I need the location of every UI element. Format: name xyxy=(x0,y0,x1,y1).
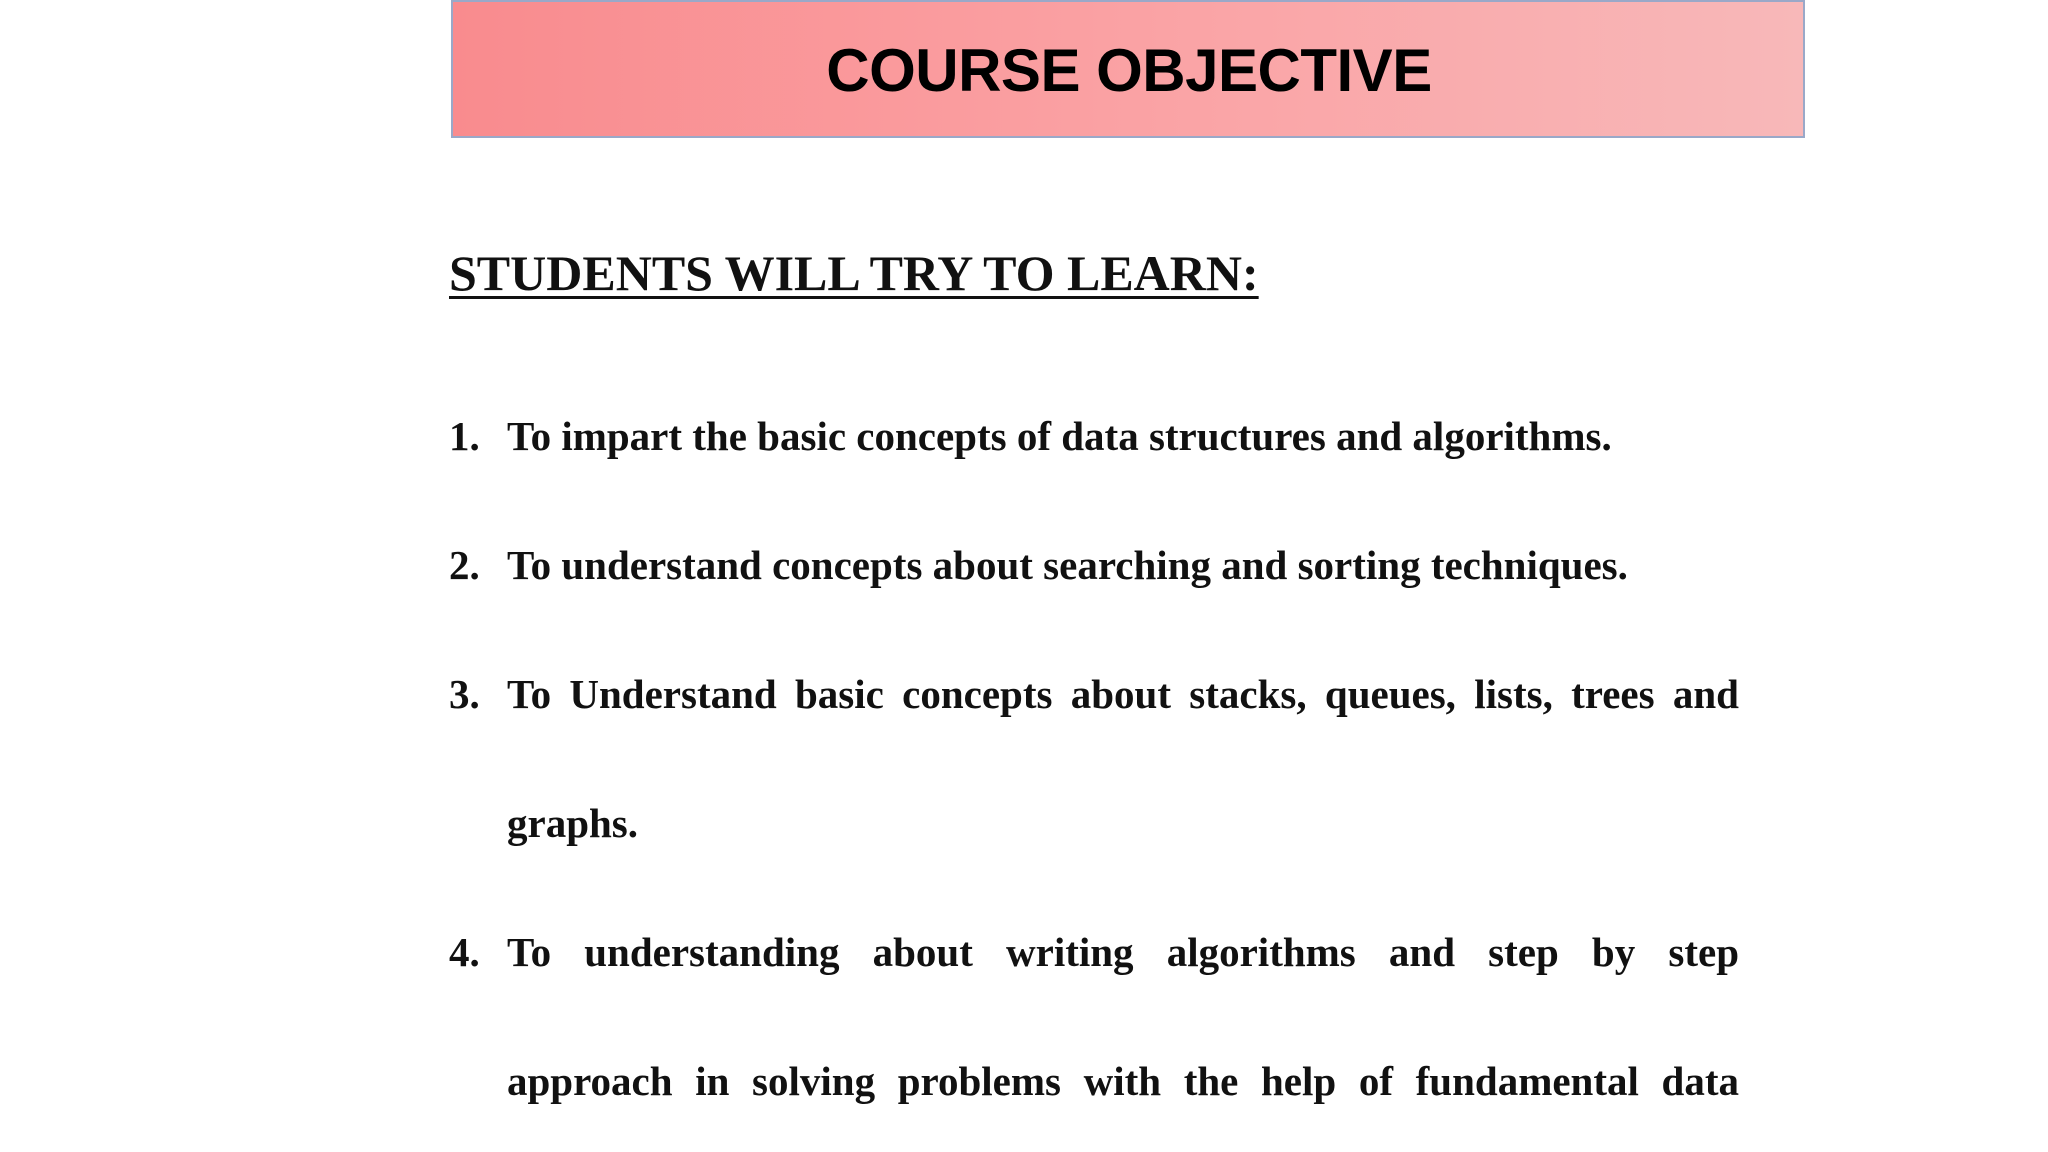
title-banner xyxy=(451,0,1805,138)
objective-number: 2. xyxy=(449,542,480,588)
objective-text-line: approach in solving problems with the help of fundamental data xyxy=(507,1058,1739,1104)
slide-title: COURSE OBJECTIVE xyxy=(826,36,1432,104)
objectives-list xyxy=(449,372,1739,1146)
section-subheading: STUDENTS WILL TRY TO LEARN: xyxy=(449,245,1259,301)
objective-item xyxy=(449,888,1739,1146)
objective-item xyxy=(449,501,1739,630)
objective-number: 3. xyxy=(449,671,480,717)
objective-text: To understand concepts about searching and sorting techniques. xyxy=(507,542,1628,588)
objective-text-line: To understanding about writing algorithms and step by step xyxy=(507,929,1739,975)
objective-number: 1. xyxy=(449,413,480,459)
objective-text-line: To Understand basic concepts about stacks, queues, lists, trees and xyxy=(507,671,1739,717)
objective-number: 4. xyxy=(449,929,480,975)
objective-item xyxy=(449,630,1739,888)
objective-text: To impart the basic concepts of data structures and algorithms. xyxy=(507,413,1612,459)
objective-item xyxy=(449,372,1739,501)
objective-text-line: graphs. xyxy=(507,800,639,846)
